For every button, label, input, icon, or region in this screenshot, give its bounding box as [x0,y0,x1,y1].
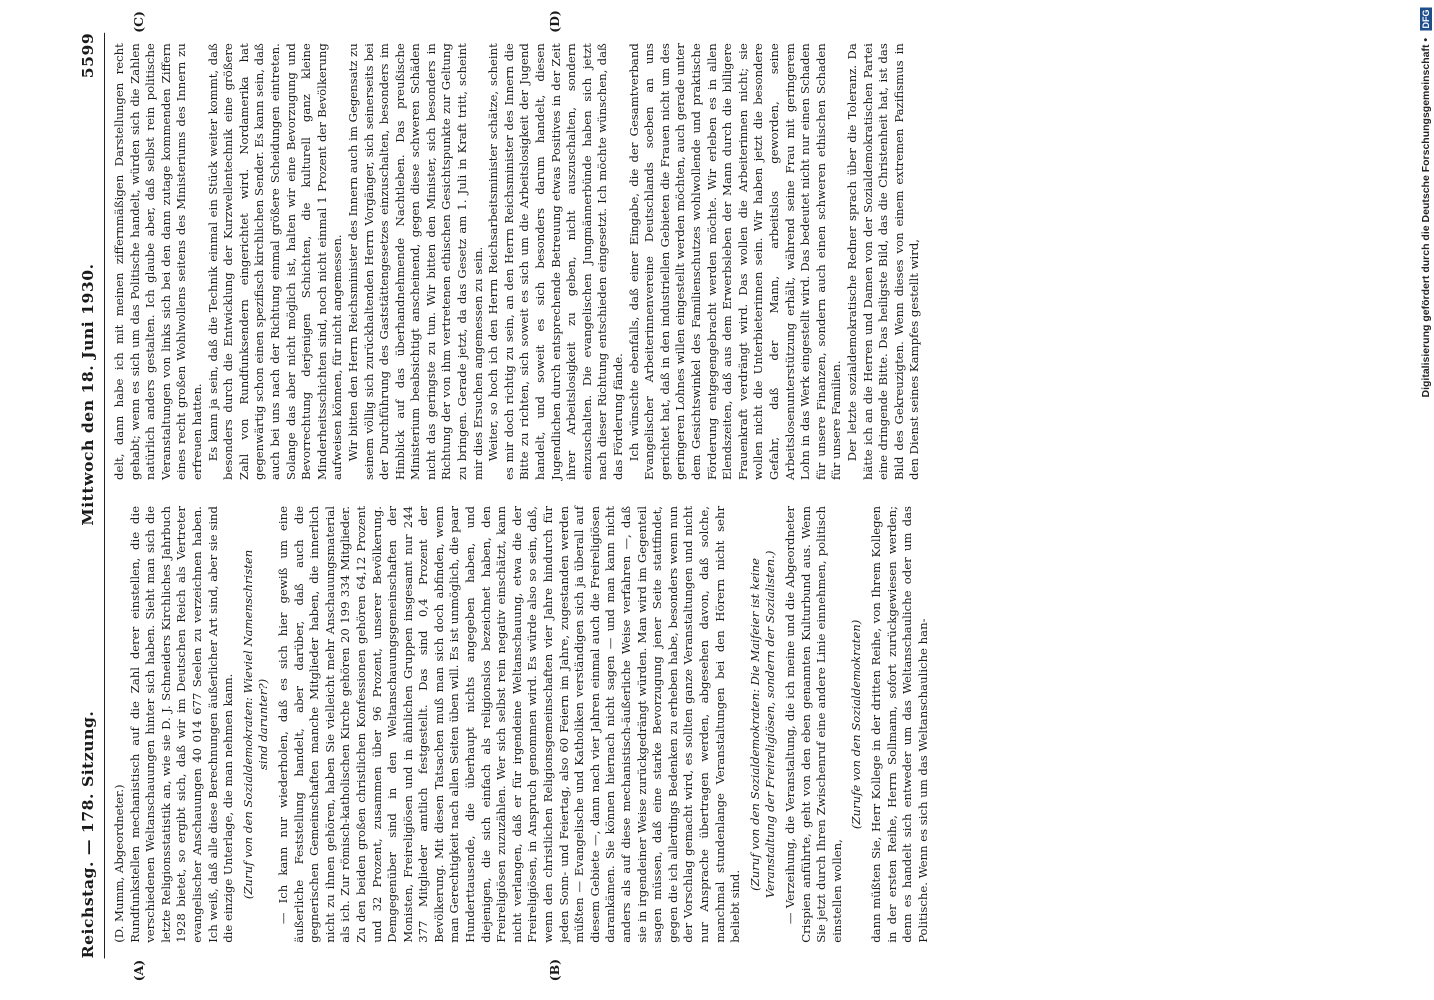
rotated-page [70,2,1410,1000]
paragraph: Rundfunkstellen mechanistisch auf die Zahl derer einstellen, die die verschiedenen Weltanschauungen hinter sich haben. Sieht man sich die letzte Religionsstatistik an, wie sie D. J. Schneiders Kirchliches Jahrbuch 1928 bietet, so ergibt sich, daß wir im Deutschen Reich als Vertreter evangelischer Anschauungen 40 014 677 Seelen zu verzeichnen haben. Ich weiß, daß alle diese Berechnungen äußerlicher Art sind, aber sie sind die einzige Unterlage, die man nehmen kann. [128,506,236,943]
margin-mark-c: (C) [132,11,146,33]
page-number: 5599 [79,32,97,79]
paragraph: Ich wünschte ebenfalls, daß einer Eingabe, die der Gesamtverband Evangelischer Arbeiterinnenvereine Deutschlands soeben an uns gerichtet hat, daß in den industriellen Gebieten die Frauen nicht um des geringeren Lohnes willen eingestellt werden möchten, auch gerade unter dem Gesichtswinkel des Familienschutzes wohlwollende und praktische Förderung entgegengebracht werden möchte. Wir erleben es in allen Elendszeiten, daß aus dem Erwerbsleben der Mann durch die billigere Frauenkraft verdrängt wird. Das wollen die Arbeiterinnen nicht; sie wollen nicht die Unterbieterinnen sein. Wir haben jetzt die besondere Gefahr, daß der Mann, arbeitslos geworden, seine Arbeitslosenunterstützung erhält, während seine Frau mit geringerem Lohn in das Werk eingestellt wird. Das bedeutet nicht nur einen Schaden für unsere Finanzen, sondern auch einen schweren ethischen Schaden für unsere Familien. [627,43,844,481]
margin-mark-d: (D) [548,10,562,33]
digitization-credit [1418,8,1432,992]
paragraph: (D. Mumm, Abgeordneter.) [113,784,126,943]
paragraph: Weiter, so hoch ich den Herrn Reichsarbeitsminister schätze, scheint es mir doch richtig zu sein, an den Herrn Reichsminister des Innern die Bitte zu richten, sich soweit es sich um die Arbeitslosigkeit der Jugend handelt, und soweit es sich besonders darum handelt, diesen Jugendlichen durch entsprechende Betreuung etwas Positives in der Zeit ihrer Arbeitslosigkeit zu geben, nicht auszuschalten, sondern einzuschalten. Die evangelischen Jungmännerbünde haben sich jetzt nach dieser Richtung entschieden eingesetzt. Ich möchte wünschen, daß das Förderung fände. [487,43,625,481]
paragraph: (Zuruf von den Sozialdemokraten: Wieviel Namenschristen sind darunter?) [241,549,271,900]
paragraph: Es kann ja sein, daß die Technik einmal ein Stück weiter kommt, daß besonders durch die Entwicklung der Kurzwellentechnik eine größere Zahl von Rundfunksendern eingerichtet wird. Nordamerika hat gegenwärtig schon einen spezifisch kirchlichen Sender. Es kann sein, daß auch bei uns nach der Richtung einmal größere Scheidungen eintreten. Solange das aber nicht möglich ist, halten wir eine Bevorzugung und Bevorrechtung derjenigen Schichten, die kulturell ganz kleine Minderheitsschichten sind, noch nicht einmal 1 Prozent der Bevölkerung aufweisen können, für nicht angemessen. [206,43,345,481]
scanned-page [70,0,1410,1000]
page-header [76,33,100,959]
paragraph: Der letzte sozialdemokratische Redner sprach über die Toleranz. Da hätte ich an die Herren und Damen von der Sozialdemokratischen Partei eine dringende Bitte. Das heiligste Bild, das die Christenheit hat, ist das Bild des Gekreuzigten. Wenn dieses von einem extremen Pazifismus in den Dienst seines Kampfes gestellt wird, [845,43,922,481]
credit-text: Digitalisierung gefördert durch die Deutsche Forschungsgemeinschaft • [1420,37,1432,398]
paragraph: — Ich kann nur wiederholen, daß es sich hier gewiß um eine äußerliche Feststellung handelt, aber darüber, daß auch die gegnerischen Gemeinschaften manche Mitglieder haben, die innerlich nicht zu ihnen gehören, haben Sie vielleicht mehr Anschauungsmaterial als ich. Zur römisch-katholischen Kirche gehören 20 199 334 Mitglieder. Zu den beiden großen christlichen Konfessionen gehören 64,12 Prozent und 32 Prozent, zusammen über 96 Prozent, unserer Bevölkerung. Demgegenüber sind in den Weltanschauungsgemeinschaften der Monisten, Freireligiösen und in ähnlichen Gruppen insgesamt nur 244 377 Mitglieder amtlich festgestellt. Das sind 0,4 Prozent der Bevölkerung. Mit diesen Tatsachen muß man sich doch abfinden, wenn man Gerechtigkeit nach allen Seiten üben will. Es ist unmöglich, die paar Hunderttausende, die überhaupt nichts angegeben haben, und diejenigen, die sich einfach als religionslos bezeichnet haben, den Freireligiösen zuzuzählen. Wer sich selbst rein negativ einschätzt, kann nicht verlangen, daß er für irgendeine Weltanschauung, etwa die der Freireligiösen, in Anspruch genommen wird. Es würde also so sein, daß, wenn den christlichen Religionsgemeinschaften vier Jahre hindurch für jeden Sonn- und Feiertag, also 60 Feiern im Jahre, zugestanden werden müßten — Evangelische und Katholiken verständigen sich ja überall auf diesem Gebiete —, dann nach vier Jahren einmal auch die Freireligiösen darankämen. Sie können hiernach nicht sagen — und man kann nicht anders als auf diese mechanistisch-äußerliche Weise verfahren —, daß sie in irgendeiner Weise zurückgedrängt würden. Man wird im Gegenteil sagen müssen, daß eine starke Bevorzugung jener Seite stattfindet, gegen die ich allerdings Bedenken zu erheben habe, besonders wenn nun der Vorschlag gemacht wird, es sollten ganze Veranstaltungen und nicht nur Ansprache übertragen werden, abgesehen davon, daß solche, manchmal stundenlange Veranstaltungen bei den Hörern nicht sehr beliebt sind. [276,506,743,943]
paragraph: Wir bitten den Herrn Reichsminister des Innern auch im Gegensatz zu seinem völlig sich zurückhaltenden Herrn Vorgänger, sich seinerseits bei der Durchführung des Gaststättengesetzes einzuschalten, besonders im Hinblick auf das überhandnehmende Nachtleben. Das preußische Ministerium beabsichtigt anscheinend, gegen diese schweren Schäden nicht das geringste zu tun. Wir bitten den Minister, sich besonders in Richtung der von ihm vertretenen ethischen Gesichtspunkte zur Geltung zu bringen. Gerade jetzt, da das Gesetz am 1. Juli in Kraft tritt, scheint mir dies Ersuchen angemessen zu sein. [346,43,485,481]
dfg-logo: DFG [1421,10,1431,29]
header-rule [104,33,105,959]
paragraph: (Zuruf von den Sozialdemokraten: Die Maifeier ist keine Veranstaltung der Freireligiösen, sondern der Sozialisten.) [748,550,778,899]
right-column [112,43,923,480]
digitization-credit-text [1420,8,1432,398]
left-column [112,506,931,943]
paragraph: (Zurufe von den Sozialdemokraten) [850,619,864,830]
margin-mark-b: (B) [548,958,562,982]
margin-mark-a: (A) [132,959,146,982]
header-session: Reichstag. — 178. Sitzung. [79,710,97,959]
header-date: Mittwoch den 18. Juni 1930. [79,263,97,526]
paragraph: — Verzeihung, die Veranstaltung, die ich meine und die Abgeordneter Crispien anführte, geht von den eben genannten Kulturbund aus. Wenn Sie jetzt durch Ihren Zwischenruf eine andere Linie einnehmen, politisch einstellen wollen, [783,506,844,943]
paragraph: delt, dann habe ich mit meinen ziffernmäßigen Darstellungen recht gehabt; wenn es sich um das Politische handelt, würden sich die Zahlen natürlich anders gestalten. Ich glaube aber, daß selbst rein politische Veranstaltungen von links sich bei den dann zutage kommenden Ziffern eines recht großen Wohlwollens seitens des Ministeriums des Innern zu erfreuen hatten. [113,43,204,481]
paragraph: dann müßten Sie, Herr Kollege in der dritten Reihe, von Ihrem Kollegen in der ersten Reihe, Herrn Sollmann, sofort zurückgewiesen werden; denn es handelt sich entweder um das Weltanschauliche oder um das Politische. Wenn es sich um das Weltanschauliche han- [869,506,930,943]
